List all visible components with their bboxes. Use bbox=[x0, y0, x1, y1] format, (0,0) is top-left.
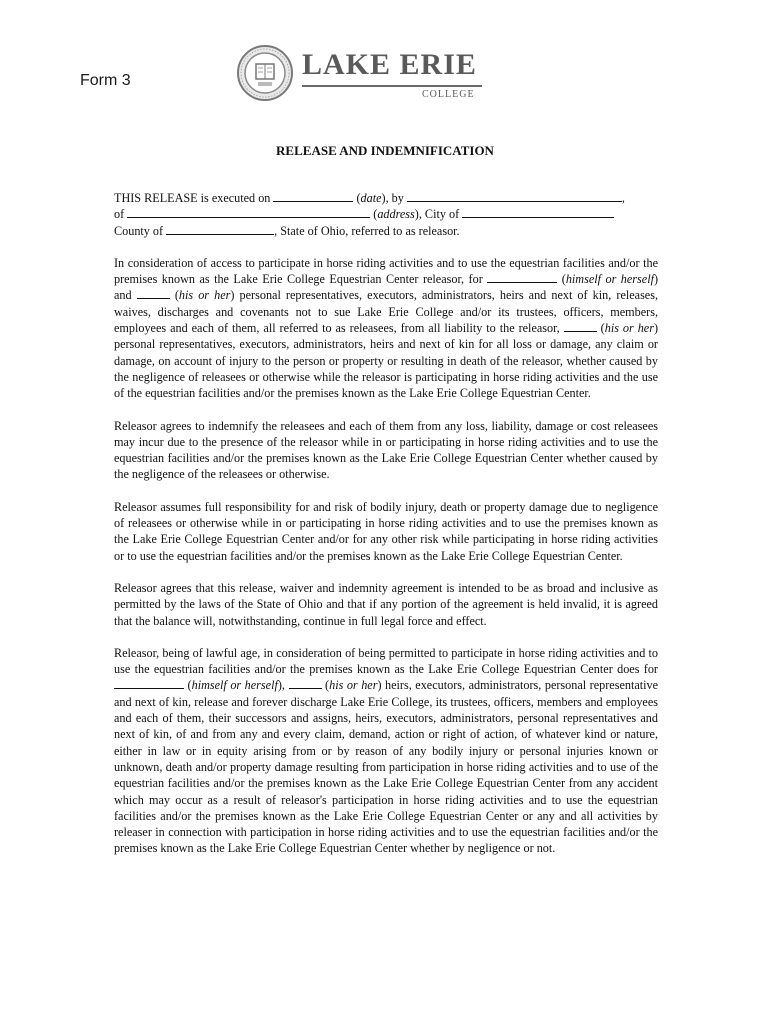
name-blank[interactable] bbox=[407, 190, 622, 202]
his-her-blank[interactable] bbox=[137, 287, 170, 299]
document-body bbox=[114, 190, 658, 857]
release-paragraph: Releasor, being of lawful age, in consideration of being permitted to participate in horse riding activities and to use the equestrian facilities and/or the premises known as the Lake Erie College Equestrian Center does for (himself or herself), (his or her) heirs, executors, administrators, personal representative and next of kin, release and forever discharge Lake Erie College, its trustees, officers, members and employees and each of them, their successors and assigns, heirs, executors, administrators, personal representatives and next of kin, of and from any and every claim, demand, action or right of action, of whatever kind or nature, either in law or in equity arising from or by reason of any bodily injury or personal injuries known or unknown, death and/or property damage resulting from participation in horse riding activities and to use of the equestrian facilities and/or the premises known as the Lake Erie College Equestrian Center from any accident which may occur as a result of releasor's participation in horse riding activities and to use the equestrian facilities and/or the premises known as the Lake Erie College Equestrian Center or any and all activities by releaser in connection with participation in horse riding activities and to use the equestrian facilities and/or the premises known as the Lake Erie College Equestrian Center whether by negligence or not. bbox=[114, 645, 659, 856]
county-blank[interactable] bbox=[166, 223, 274, 235]
responsibility-paragraph: Releasor assumes full responsibility for and risk of bodily injury, death or property damage due to negligence of releasees or otherwise while in or participating in horse riding activities and to use the premises known as the Lake Erie College Equestrian Center and/or for any other risk while participating in horse riding activities or to use the equestrian facilities and/or the premises known as the Lake Erie College Equestrian Center. bbox=[114, 499, 658, 563]
date-blank[interactable] bbox=[273, 190, 353, 202]
himself-herself-blank-2[interactable] bbox=[114, 677, 184, 689]
his-her-blank-3[interactable] bbox=[289, 677, 322, 689]
college-logo bbox=[236, 44, 486, 106]
logo-wordmark: LAKE ERIE bbox=[302, 48, 477, 81]
intro-paragraph: THIS RELEASE is executed on (date), by , of (address), City of County of , State of Ohio, referred to as releasor. bbox=[114, 191, 625, 238]
college-seal-icon bbox=[236, 44, 294, 102]
scope-paragraph: Releasor agrees that this release, waiver and indemnity agreement is intended to be as broad and inclusive as permitted by the laws of the State of Ohio and that if any portion of the agreement is held invalid, it is agreed that the balance will, notwithstanding, continue in full legal force and effect. bbox=[114, 580, 658, 628]
logo-subtitle: COLLEGE bbox=[422, 89, 475, 100]
form-label: Form 3 bbox=[80, 72, 131, 89]
his-her-blank-2[interactable] bbox=[564, 320, 597, 332]
consideration-paragraph: In consideration of access to participate in horse riding activities and to use the equestrian facilities and/or the premises known as the Lake Erie College Equestrian Center releasor, for (himself or herself) and (his or her) personal representatives, executors, administrators, heirs and next of kin, releases, waives, discharges and covenants not to sue Lake Erie College and/or its trustees, officers, members, employees and each of them, all referred to as releasees, from all liability to the releasor, (his or her) personal representatives, executors, administrators, heirs and next of kin for all loss or damage, any claim or damage, on account of injury to the person or property or resulting in death of the releasor, whether caused by the negligence of releasees or otherwise while the releasor is participating in horse riding activities and the use of the equestrian facilities and/or the premises known as the Lake Erie College Equestrian Center. bbox=[114, 255, 659, 401]
address-blank[interactable] bbox=[127, 206, 370, 218]
himself-herself-blank[interactable] bbox=[487, 271, 557, 283]
logo-rule bbox=[302, 85, 482, 87]
city-blank[interactable] bbox=[462, 206, 614, 218]
document-title: RELEASE AND INDEMNIFICATION bbox=[276, 143, 494, 158]
indemnify-paragraph: Releasor agrees to indemnify the releasees and each of them from any loss, liability, damage or cost releasees may incur due to the presence of the releasor while in or participating in horse riding activities and to use the equestrian facilities and/or the premises known as the Lake Erie College Equestrian Center whether caused by the negligence of the releasees or otherwise. bbox=[114, 418, 658, 482]
